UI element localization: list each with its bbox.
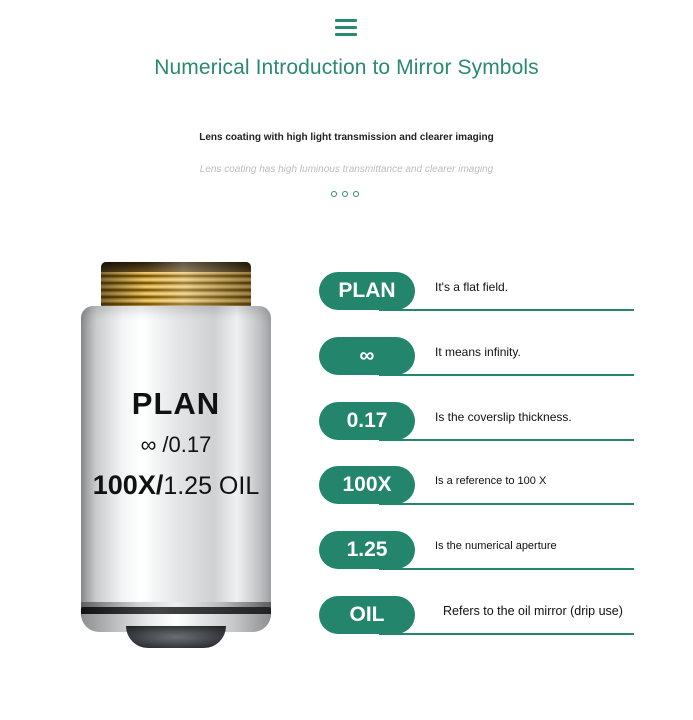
symbol-badge: 100X: [319, 466, 415, 504]
lens-label-infinity: ∞ /0.17: [140, 432, 212, 457]
lens-mag-rest: 1.25 OIL: [163, 472, 260, 500]
symbol-description: Is a reference to 100 X: [435, 475, 547, 487]
lens-mag-bold: 100X/: [92, 470, 164, 500]
symbol-badge: 0.17: [319, 402, 415, 440]
symbol-description: Is the coverslip thickness.: [435, 410, 572, 424]
symbol-row-aperture: [319, 531, 634, 571]
row-underline: [379, 633, 634, 635]
symbol-row-infinity: [319, 337, 634, 377]
symbol-row-magnification: [319, 466, 634, 506]
row-underline: [379, 374, 634, 376]
symbol-description: Is the numerical aperture: [435, 540, 557, 552]
lens-label-plan: PLAN: [131, 386, 221, 421]
subtitle: Lens coating with high light transmission and clearer imaging: [199, 132, 494, 143]
page-title: Numerical Introduction to Mirror Symbols: [154, 56, 539, 79]
decorative-dots-icon: [331, 191, 359, 197]
symbol-description: Refers to the oil mirror (drip use): [443, 604, 623, 618]
row-underline: [379, 439, 634, 441]
symbol-row-oil: [319, 596, 634, 636]
symbol-description: It's a flat field.: [435, 280, 508, 294]
symbol-badge: 1.25: [319, 531, 415, 569]
lens-tip: [126, 626, 226, 648]
objective-lens-image: [76, 262, 276, 662]
symbol-badge: PLAN: [319, 272, 415, 310]
row-underline: [379, 309, 634, 311]
lens-label-magnification: [76, 470, 276, 501]
symbol-row-coverslip: [319, 402, 634, 442]
row-underline: [379, 503, 634, 505]
symbol-description: It means infinity.: [435, 345, 521, 359]
row-underline: [379, 568, 634, 570]
hamburger-menu-icon[interactable]: [335, 19, 357, 37]
subtitle-ghost: Lens coating has high luminous transmittance and clearer imaging: [199, 164, 494, 175]
symbol-badge: OIL: [319, 596, 415, 634]
symbol-badge: ∞: [319, 337, 415, 375]
symbol-row-plan: [319, 272, 634, 312]
